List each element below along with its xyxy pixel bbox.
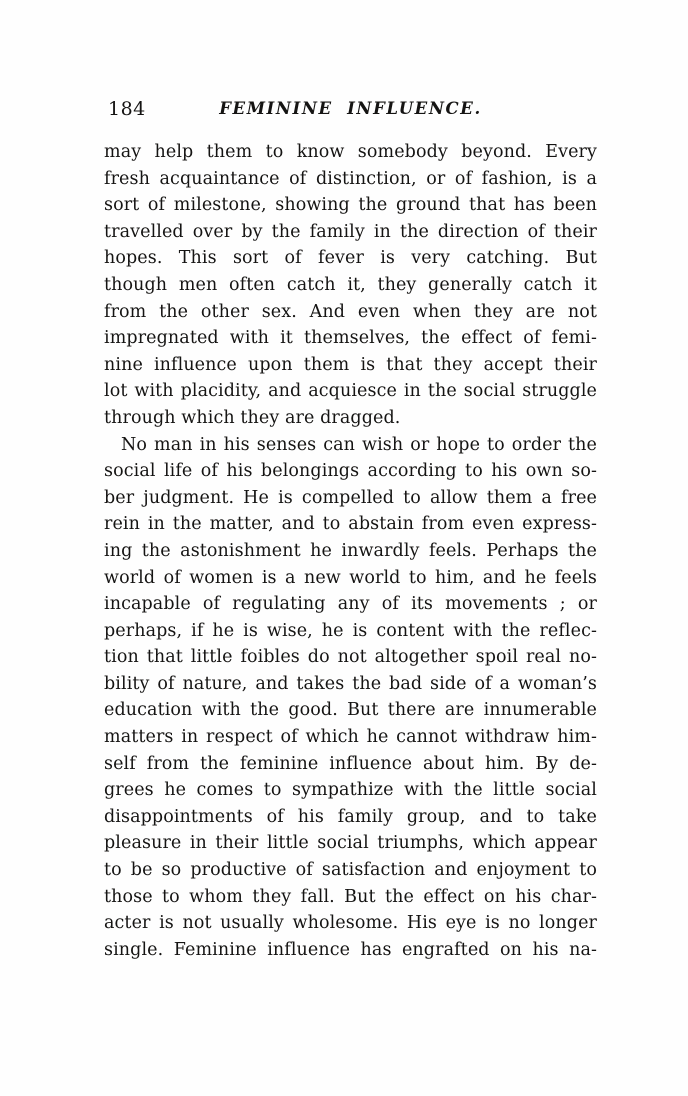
text-line: hopes. This sort of fever is very catching. But [104,248,597,269]
page-header [104,98,597,120]
text-line: through which they are dragged. [104,407,401,428]
text-line: perhaps, if he is wise, he is content with the reflec- [104,620,597,641]
text-line: education with the good. But there are innumerable [104,700,597,721]
text-line: grees he comes to sympathize with the little social [104,780,597,801]
text-line: incapable of regulating any of its movements ; or [104,594,597,615]
text-line: tion that little foibles do not altogether spoil real no- [104,647,597,668]
text-line: No man in his senses can wish or hope to order the [121,434,597,455]
text-line: ing the astonishment he inwardly feels. Perhaps the [104,540,597,561]
text-line: bility of nature, and takes the bad side of a woman’s [104,673,597,694]
running-title: FEMININE INFLUENCE. [219,99,482,118]
text-line: impregnated with it themselves, the effect of femi- [104,328,597,349]
text-line: self from the feminine influence about him. By de- [104,753,597,774]
text-line: may help them to know somebody beyond. Every [104,142,597,162]
page-number: 184 [108,98,146,120]
text-line: sort of milestone, showing the ground that has been [104,195,597,216]
text-line: lot with placidity, and acquiesce in the social struggle [104,381,597,402]
text-line: acter is not usually wholesome. His eye is no longer [104,913,597,934]
text-line: those to whom they fall. But the effect on his char- [104,886,597,907]
text-line: social life of his belongings according to his own so- [104,461,597,482]
text-line: ber judgment. He is compelled to allow them a free [104,487,597,508]
text-line: pleasure in their little social triumphs, which appear [104,833,597,854]
text-line: fresh acquaintance of distinction, or of fashion, is a [104,168,597,189]
body-text [104,139,597,963]
text-line: travelled over by the family in the direction of their [104,221,597,242]
text-line: nine influence upon them is that they accept their [104,354,597,375]
paragraph [104,432,597,964]
text-line: single. Feminine influence has engrafted on his na- [104,939,597,960]
text-line: to be so productive of satisfaction and enjoyment to [104,860,597,881]
text-line: matters in respect of which he cannot withdraw him- [104,727,597,748]
text-line: disappointments of his family group, and to take [104,806,597,827]
text-line: world of women is a new world to him, and he feels [104,567,597,588]
text-line: from the other sex. And even when they are not [104,301,597,322]
paragraph [104,139,597,432]
text-line: rein in the matter, and to abstain from even express- [104,514,597,535]
text-line: though men often catch it, they generally catch it [104,274,597,295]
